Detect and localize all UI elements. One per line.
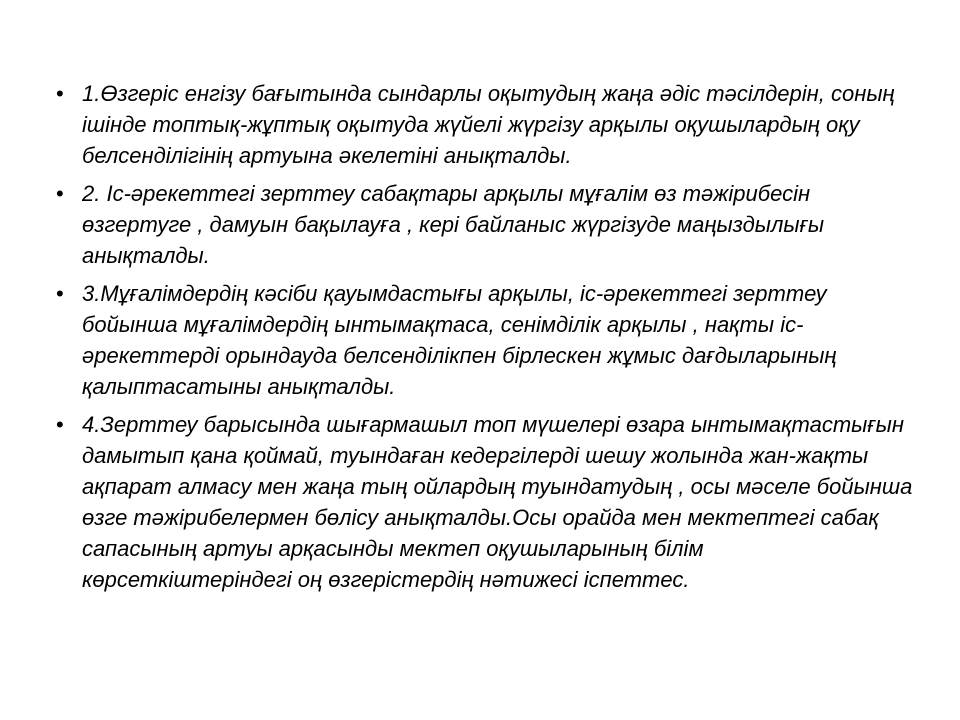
bullet-text: 2. Іс-әрекеттегі зерттеу сабақтары арқылы мұғалім өз тәжірибесін өзгертуге , дамуын бақылауға , кері байланыс жүргізуде маңыздылығы анықталды. bbox=[82, 181, 825, 268]
bullet-item-1 bbox=[56, 78, 916, 171]
bullet-text: 1.Өзгеріс енгізу бағытында сындарлы оқытудың жаңа әдіс тәсілдерін, соның ішінде топтық-жұптық оқытуда жүйелі жүргізу арқылы оқушылардың оқу белсенділігінің артуына әкелетіні анықталды. bbox=[82, 81, 895, 168]
bullet-marker: • bbox=[56, 181, 64, 206]
bullet-text: 4.Зерттеу барысында шығармашыл топ мүшелері өзара ынтымақтастығын дамытып қана қоймай, туындаған кедергілерді шешу жолында жан-жақты ақпарат алмасу мен жаңа тың ойлардың туындатудың , осы мәселе бойынша өзге тәжірибелермен бөлісу анықталды.Осы орайда мен мектептегі сабақ сапасының артуы арқасынды мектеп оқушыларының білім көрсеткіштеріндегі оң өзгерістердің нәтижесі іспеттес. bbox=[82, 412, 913, 592]
bullet-marker: • bbox=[56, 281, 64, 306]
bullet-item-4 bbox=[56, 409, 916, 595]
bullet-marker: • bbox=[56, 412, 64, 437]
bullet-item-3 bbox=[56, 278, 916, 402]
bullet-item-2 bbox=[56, 178, 916, 271]
bullet-list bbox=[56, 78, 916, 602]
bullet-marker: • bbox=[56, 81, 64, 106]
bullet-text: 3.Мұғалімдердің кәсіби қауымдастығы арқылы, іс-әрекеттегі зерттеу бойынша мұғалімдердің ынтымақтаса, сенімділік арқылы , нақты іс- әрекеттерді орындауда белсенділікпен бірлескен жұмыс дағдыларының қалыптасатыны анықталды. bbox=[82, 281, 837, 399]
